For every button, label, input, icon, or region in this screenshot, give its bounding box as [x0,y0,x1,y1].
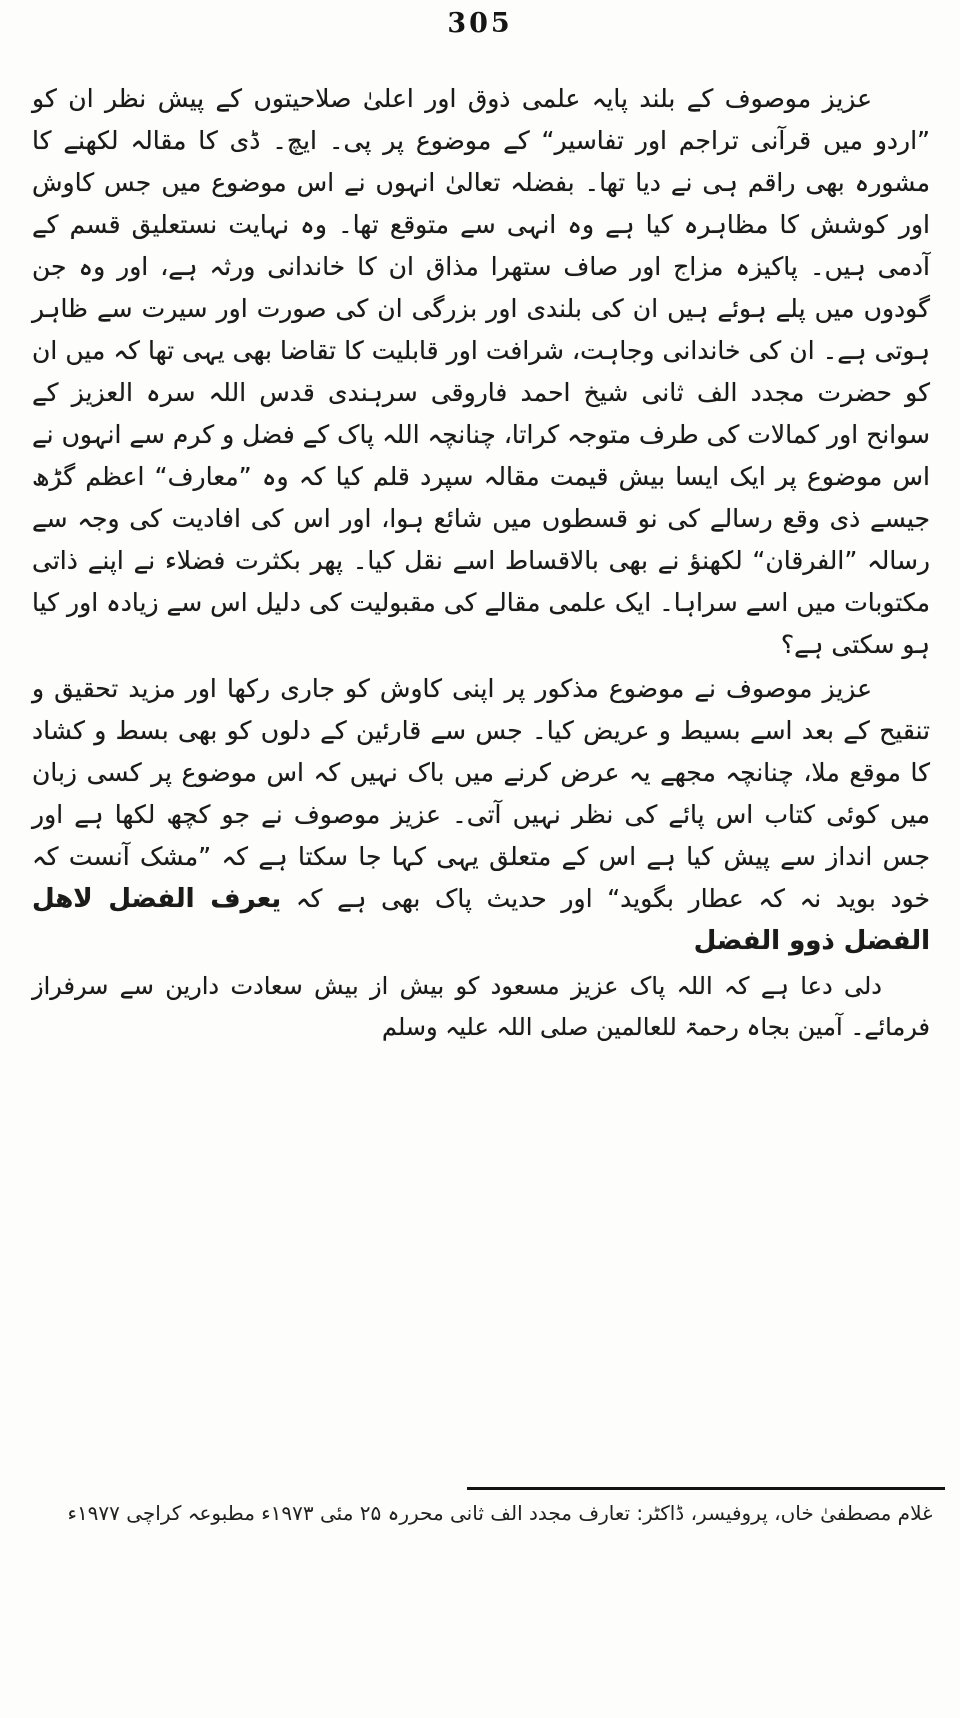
footnote-separator-rule [467,1487,945,1490]
paragraph-second-text: عزیز موصوف نے موضوع مذکور پر اپنی کاوش کو جاری رکھا اور مزید تحقیق و تنقیح کے بعد اسے بسیط و عریض کیا۔ جس سے قارئین کے دلوں کو بھی بسط و کشاد کا موقع ملا، چنانچہ مجھے یہ عرض کرنے میں باک نہیں کہ اس موضوع پر کسی زبان میں کوئی کتاب اس پائے کی نظر نہیں آتی۔ عزیز موصوف نے جو کچھ لکھا ہے اور جس انداز سے پیش کیا ہے اس کے متعلق یہی کہا جا سکتا ہے کہ ”مشک آنست کہ خود بوید نہ کہ عطار بگوید“ اور حدیث پاک بھی ہے کہ [32,674,930,913]
paragraph-intro: عزیز موصوف کے بلند پایہ علمی ذوق اور اعلیٰ صلاحیتوں کے پیش نظر ان کو ”اردو میں قرآنی تراجم اور تفاسیر“ کے موضوع پر پی۔ ایچ۔ ڈی کا مقالہ لکھنے کا مشورہ بھی راقم ہی نے دیا تھا۔ بفضلہ تعالیٰ انہوں نے اس موضوع میں جس کاوش اور کوشش کا مظاہرہ کیا ہے وہ انہی سے متوقع تھا۔ وہ نہایت نستعلیق قسم کے آدمی ہیں۔ پاکیزہ مزاج اور صاف ستھرا مذاق ان کا خاندانی ورثہ ہے، اور وہ جن گودوں میں پلے ہوئے ہیں ان کی بلندی اور بزرگی ان کی صورت اور سیرت سے ظاہر ہوتی ہے۔ ان کی خاندانی وجاہت، شرافت اور قابلیت کا تقاضا بھی یہی تھا کہ میں ان کو حضرت مجدد الف ثانی شیخ احمد فاروقی سرہندی قدس اللہ سرہ العزیز کے سوانح اور کمالات کی طرف متوجہ کراتا، چنانچہ اللہ پاک کے فضل و کرم سے انہوں نے اس موضوع پر ایک ایسا بیش قیمت مقالہ سپرد قلم کیا کہ وہ ”معارف“ اعظم گڑھ جیسے ذی وقع رسالے کی نو قسطوں میں شائع ہوا، اور اس کی افادیت کی وجہ سے رسالہ ”الفرقان“ لکھنؤ نے بھی بالاقساط اسے نقل کیا۔ پھر بکثرت فضلاء نے اپنے ذاتی مکتوبات میں اسے سراہا۔ ایک علمی مقالے کی مقبولیت کی دلیل اس سے زیادہ اور کیا ہو سکتی ہے؟ [32,84,930,659]
footnote-text: غلام مصطفیٰ خاں، پروفیسر، ڈاکٹر: تعارف مجدد الف ثانی محررہ ۲۵ مئی ۱۹۷۳ء مطبوعہ کراچی ۱۹۷۷ء [67,1501,933,1525]
paragraph-dua: دلی دعا ہے کہ اللہ پاک عزیز مسعود کو بیش از بیش سعادت دارین سے سرفراز فرمائے۔ آمین بجاہ رحمۃ للعالمین صلی اللہ علیہ وسلم [32,972,930,1041]
main-text-block [32,78,930,1048]
hadith-bold-text: یعرف الفضل لاھل الفضل ذوو الفضل [32,884,930,956]
page-number: 305 [447,8,513,39]
paragraph-second [32,668,930,962]
